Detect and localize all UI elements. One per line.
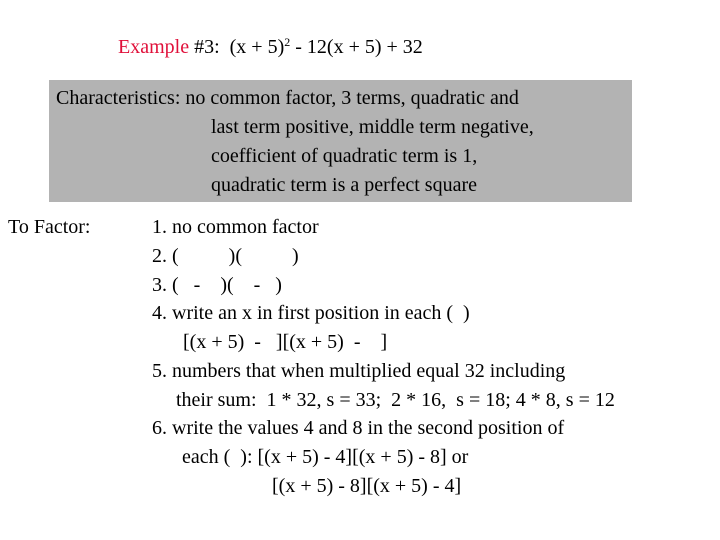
characteristics-line-4: quadratic term is a perfect square [211, 174, 477, 196]
step-6: 6. write the values 4 and 8 in the second position of [152, 417, 565, 439]
step-6-result: each ( ): [(x + 5) - 4][(x + 5) - 8] or [182, 446, 469, 468]
characteristics-line-3: coefficient of quadratic term is 1, [211, 145, 478, 167]
example-number: #3: (x + 5) [189, 36, 285, 58]
exponent: 2 [284, 35, 291, 49]
step-5: 5. numbers that when multiplied equal 32 including [152, 360, 566, 382]
step-4: 4. write an x in first position in each ( ) [152, 302, 470, 324]
characteristics-line-2: last term positive, middle term negative, [211, 116, 534, 138]
step-5-sums: their sum: 1 * 32, s = 33; 2 * 16, s = 18; 4 * 8, s = 12 [176, 389, 615, 411]
to-factor-label: To Factor: [8, 216, 91, 238]
example-title [118, 36, 423, 59]
expression-rest: - 12(x + 5) + 32 [290, 36, 423, 58]
step-2: 2. ( )( ) [152, 245, 299, 267]
example-label: Example [118, 36, 190, 58]
step-3: 3. ( - )( - ) [152, 274, 282, 296]
step-1: 1. no common factor [152, 216, 319, 238]
characteristics-line-1: Characteristics: no common factor, 3 terms, quadratic and [56, 87, 519, 109]
step-6-alternate: [(x + 5) - 8][(x + 5) - 4] [272, 475, 462, 497]
step-4-expression: [(x + 5) - ][(x + 5) - ] [183, 331, 388, 353]
